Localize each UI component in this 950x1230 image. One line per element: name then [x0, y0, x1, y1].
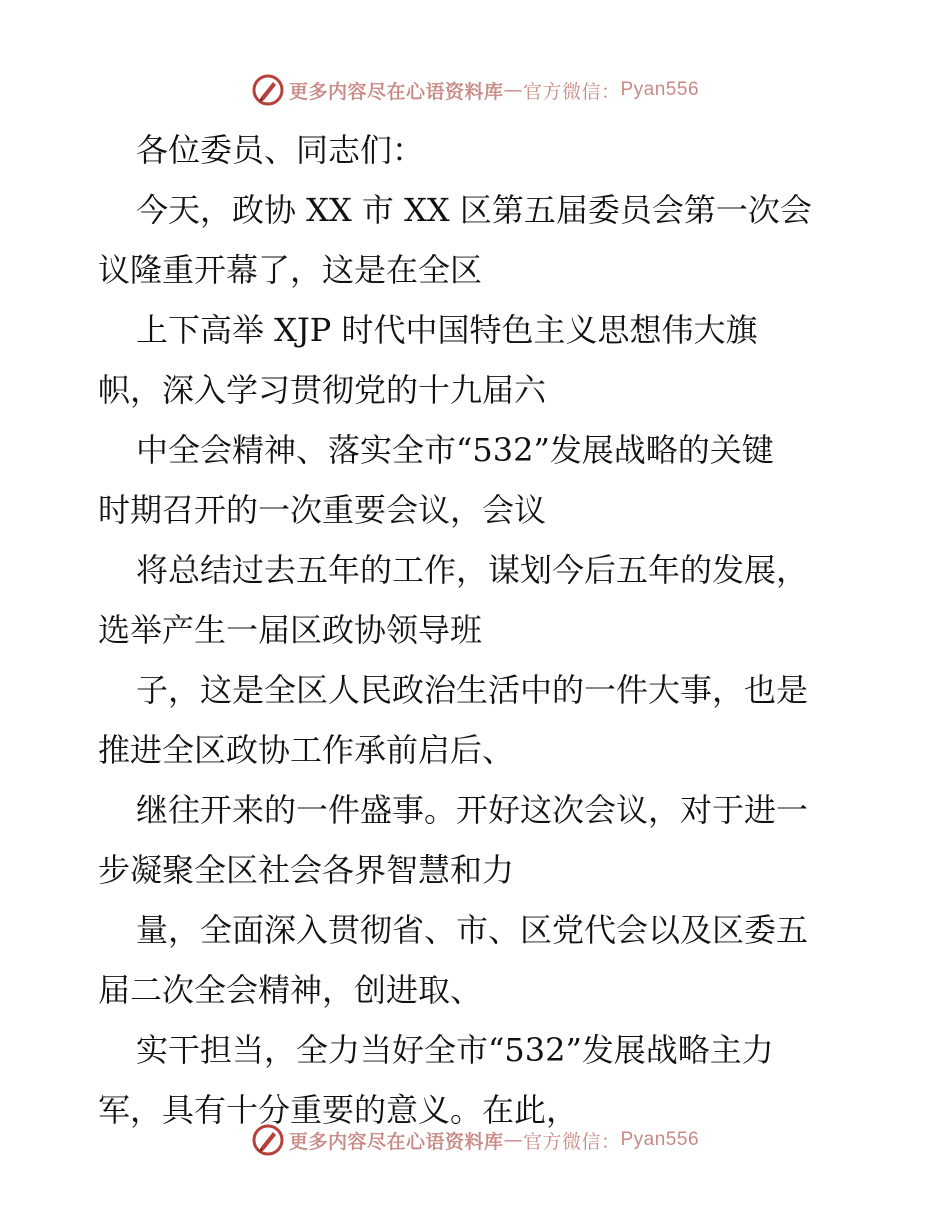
watermark-main-text: 更多内容尽在心语资料库 [288, 80, 504, 103]
text-line-salutation: 各位委员、同志们： [136, 131, 425, 169]
watermark-separator: — [503, 79, 523, 101]
text-line: 上下高举 XJP 时代中国特色主义思想伟大旗 [136, 311, 758, 349]
text-line: 帜，深入学习贯彻党的十九届六 [98, 371, 547, 409]
text-line: 军，具有十分重要的意义。在此， [98, 1091, 579, 1129]
text-line: 实干担当，全力当好全市“532”发展战略主力 [136, 1031, 774, 1069]
text-line: 时期召开的一次重要会议，会议 [98, 491, 547, 529]
text-line: 届二次全会精神，创进取、 [98, 971, 483, 1009]
document-body [98, 120, 858, 1140]
text-line: 子，这是全区人民政治生活中的一件大事，也是 [136, 671, 809, 709]
text-line: 今天，政协 XX 市 XX 区第五届委员会第一次会 [136, 191, 812, 229]
watermark-handle: Pyan556 [620, 1129, 700, 1150]
text-line: 步凝聚全区社会各界智慧和力 [98, 851, 515, 889]
pen-circle-logo-icon [251, 1123, 285, 1157]
watermark-label: 官方微信： [522, 1130, 621, 1153]
text-line: 推进全区政协工作承前启后、 [98, 731, 515, 769]
text-line: 将总结过去五年的工作，谋划今后五年的发展， [136, 551, 809, 589]
pen-circle-logo-icon [251, 73, 285, 107]
text-line: 中全会精神、落实全市“532”发展战略的关键 [136, 431, 774, 469]
watermark-handle: Pyan556 [620, 79, 700, 100]
footer-watermark [0, 1120, 950, 1160]
header-watermark [0, 70, 950, 110]
text-line: 议隆重开幕了，这是在全区 [98, 251, 483, 289]
watermark-label: 官方微信： [522, 80, 621, 103]
text-line: 量，全面深入贯彻省、市、区党代会以及区委五 [136, 911, 809, 949]
text-line: 选举产生一届区政协领导班 [98, 611, 483, 649]
watermark-main-text: 更多内容尽在心语资料库 [288, 1130, 504, 1153]
text-line: 继往开来的一件盛事。开好这次会议，对于进一 [136, 791, 809, 829]
watermark-separator: — [503, 1129, 523, 1151]
